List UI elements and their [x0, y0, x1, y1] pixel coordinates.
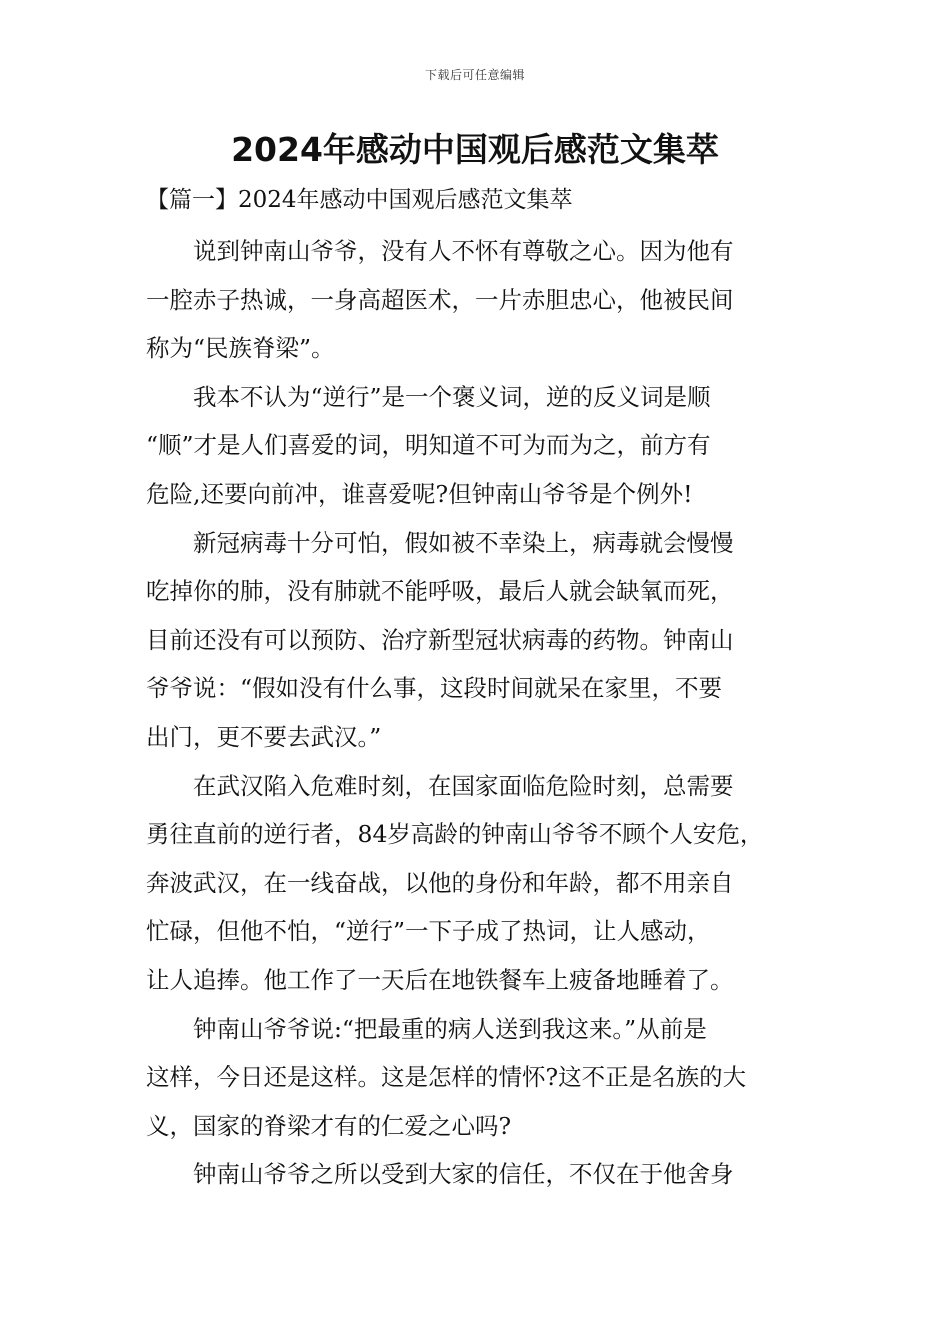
text-line: 忙碌，但他不怕，“逆行”一下子成了热词，让人感动， [146, 917, 711, 946]
text-line: 义，国家的脊梁才有的仁爱之心吗? [146, 1111, 512, 1140]
text-line: 奔波武汉，在一线奋战，以他的身份和年龄，都不用亲自 [146, 868, 734, 897]
text-line: “顺”才是人们喜爱的词，明知道不可为而为之，前方有 [146, 431, 711, 460]
paragraph [146, 519, 811, 762]
text-line: 吃掉你的肺，没有肺就不能呼吸，最后人就会缺氧而死， [146, 577, 734, 606]
paragraph [146, 227, 811, 373]
text-line: 危险,还要向前冲，谁喜爱呢?但钟南山爷爷是个例外! [146, 479, 693, 508]
paragraph [146, 762, 811, 1005]
text-line: 目前还没有可以预防、治疗新型冠状病毒的药物。钟南山 [146, 625, 734, 654]
paragraph [146, 1150, 811, 1199]
text-line: 我本不认为“逆行”是一个褒义词，逆的反义词是顺 [193, 382, 711, 411]
text-line: 称为“民族脊梁”。 [146, 334, 335, 363]
text-line: 勇往直前的逆行者，84岁高龄的钟南山爷爷不顾个人安危， [146, 820, 764, 849]
paragraph [146, 1005, 811, 1151]
document-body [146, 227, 811, 1199]
text-line: 出门，更不要去武汉。” [146, 722, 382, 751]
text-line: 让人追捧。他工作了一天后在地铁餐车上疲备地睡着了。 [146, 965, 734, 994]
text-line: 在武汉陷入危难时刻，在国家面临危险时刻，总需要 [193, 771, 734, 800]
document-title: 2024年感动中国观后感范文集萃 [231, 130, 719, 169]
text-line: 钟南山爷爷之所以受到大家的信任，不仅在于他舍身 [193, 1160, 734, 1189]
text-line: 钟南山爷爷说:“把最重的病人送到我这来。”从前是 [193, 1014, 707, 1043]
header-note: 下载后可任意编辑 [424, 68, 525, 82]
section-heading: 【篇一】2024年感动中国观后感范文集萃 [146, 187, 573, 213]
text-line: 说到钟南山爷爷，没有人不怀有尊敬之心。因为他有 [193, 237, 734, 265]
text-line: 这样，今日还是这样。这是怎样的情怀?这不正是名族的大 [146, 1063, 747, 1092]
text-line: 一腔赤子热诚，一身高超医术，一片赤胆忠心，他被民间 [146, 285, 734, 314]
text-line: 新冠病毒十分可怕，假如被不幸染上，病毒就会慢慢 [193, 528, 734, 557]
paragraph [146, 373, 811, 519]
text-line: 爷爷说：“假如没有什么事，这段时间就呆在家里，不要 [146, 674, 723, 703]
